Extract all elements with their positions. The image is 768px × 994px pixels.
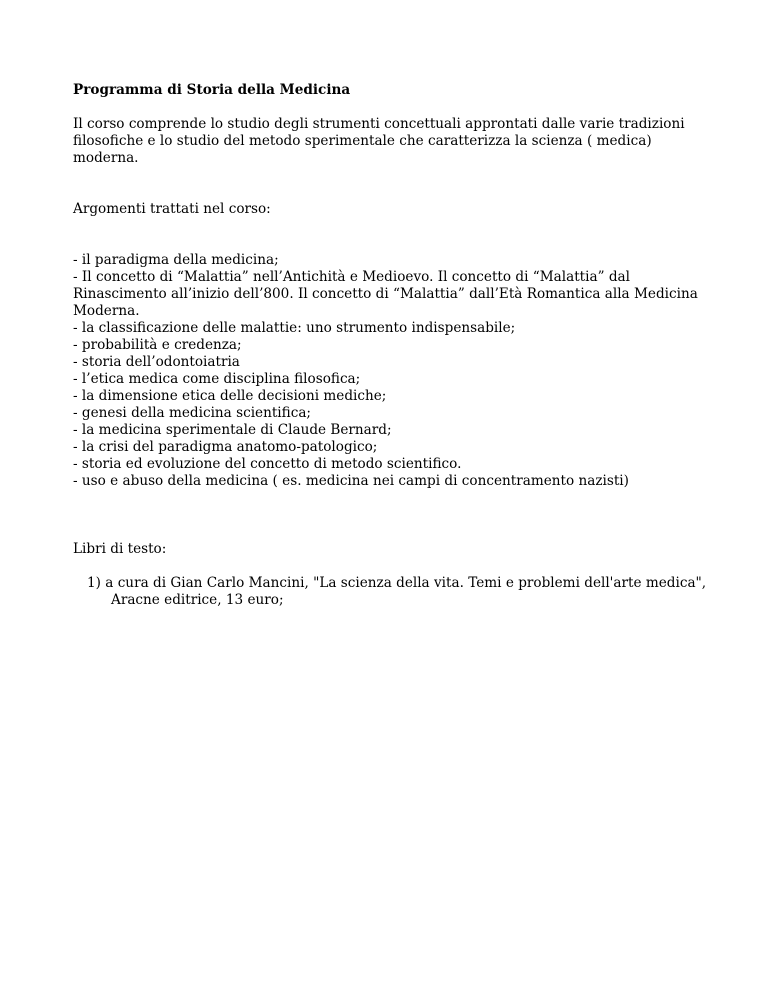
- books-heading: Libri di testo:: [73, 541, 167, 557]
- topic-item: - storia ed evoluzione del concetto di metodo scientifico.: [73, 456, 462, 472]
- topic-item: - genesi della medicina scientifica;: [73, 405, 312, 421]
- topic-item: - l’etica medica come disciplina filosofica;: [73, 371, 361, 387]
- books-list: [73, 575, 713, 609]
- document-page: [73, 82, 713, 609]
- topic-item: - la classificazione delle malattie: uno strumento indispensabile;: [73, 320, 516, 336]
- document-title: Programma di Storia della Medicina: [73, 82, 351, 98]
- topic-item: - la crisi del paradigma anatomo-patologico;: [73, 439, 378, 455]
- topic-item: - Il concetto di “Malattia” nell’Antichità e Medioevo. Il concetto di “Malattia” dal Rinascimento all’inizio dell’800. Il concetto di “Malattia” dall’Età Romantica alla Medicina Moderna.: [73, 269, 698, 319]
- topics-list: [73, 252, 713, 490]
- topic-item: - storia dell’odontoiatria: [73, 354, 240, 370]
- topic-item: - la dimensione etica delle decisioni mediche;: [73, 388, 387, 404]
- book-item: 1) a cura di Gian Carlo Mancini, "La scienza della vita. Temi e problemi dell'arte medica", Aracne editrice, 13 euro;: [87, 575, 707, 608]
- topic-item: - uso e abuso della medicina ( es. medicina nei campi di concentramento nazisti): [73, 473, 629, 489]
- topic-item: - la medicina sperimentale di Claude Bernard;: [73, 422, 392, 438]
- topic-item: - il paradigma della medicina;: [73, 252, 279, 268]
- topic-item: - probabilità e credenza;: [73, 337, 242, 353]
- topics-heading: Argomenti trattati nel corso:: [73, 201, 271, 217]
- intro-paragraph: Il corso comprende lo studio degli strumenti concettuali approntati dalle varie tradizioni filosofiche e lo studio del metodo sperimentale che caratterizza la scienza ( medica) moderna.: [73, 116, 685, 166]
